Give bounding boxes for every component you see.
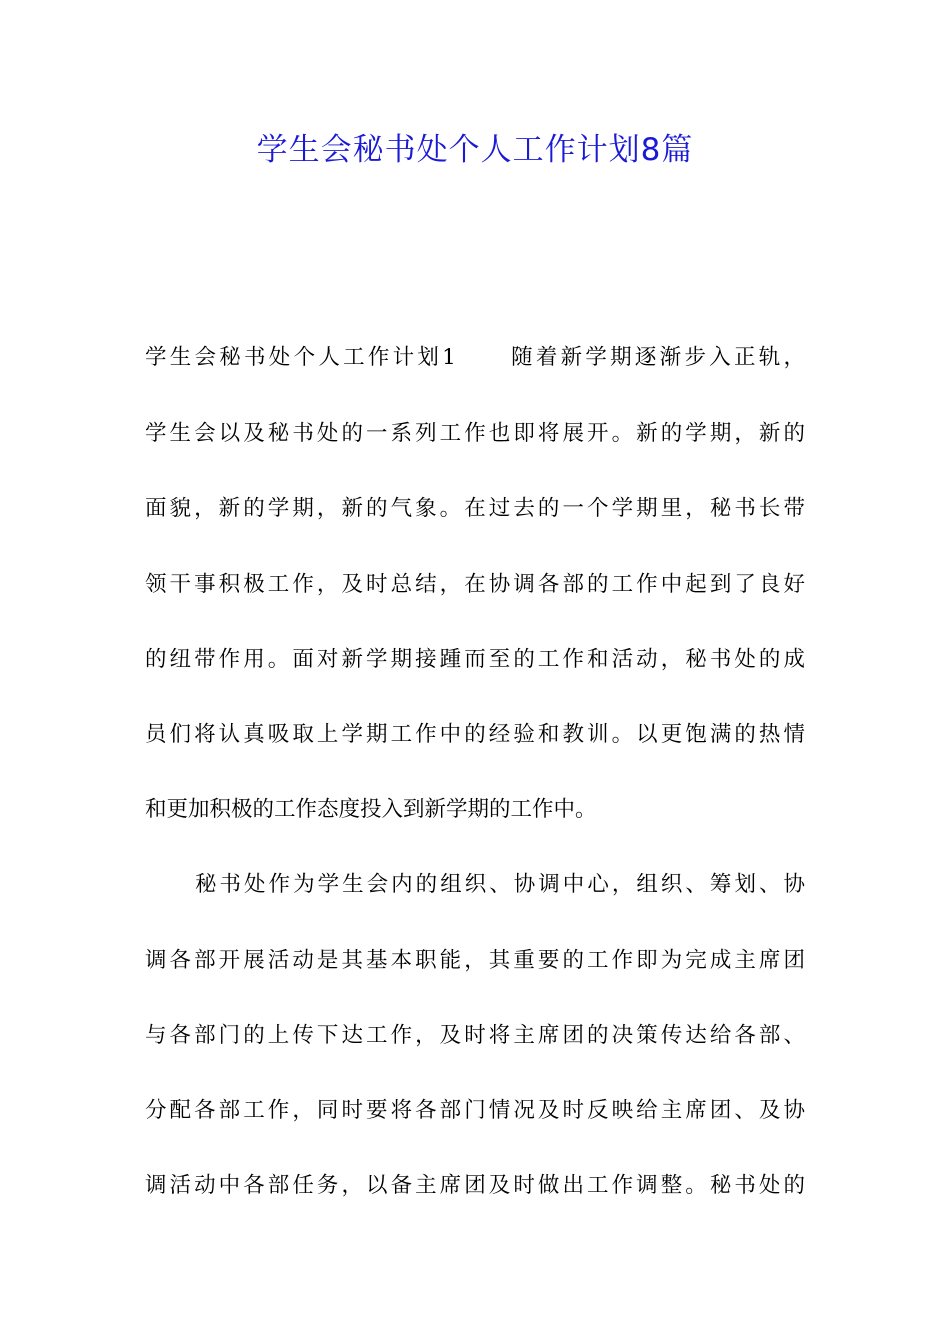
paragraph-line-12: 调活动中各部任务，以备主席团及时做出工作调整。秘书处的	[145, 1173, 805, 1198]
paragraph-line-8: 秘书处作为学生会内的组织、协调中心，组织、筹划、协	[195, 872, 805, 897]
paragraph-line-3: 面貌，新的学期，新的气象。在过去的一个学期里，秘书长带	[145, 496, 805, 521]
paragraph-line-2: 学生会以及秘书处的一系列工作也即将展开。新的学期，新的	[145, 421, 805, 446]
paragraph-line-7: 和更加积极的工作态度投入到新学期的工作中。	[145, 797, 597, 822]
paragraph-line-1	[145, 343, 805, 373]
paragraph-line-5: 的纽带作用。面对新学期接踵而至的工作和活动，秘书处的成	[145, 647, 805, 672]
paragraph-line-4: 领干事积极工作，及时总结，在协调各部的工作中起到了良好	[145, 572, 805, 597]
paragraph-text: 随着新学期逐渐步入正轨，	[507, 345, 805, 370]
paragraph-line-9: 调各部开展活动是其基本职能，其重要的工作即为完成主席团	[145, 948, 805, 973]
document-title: 学生会秘书处个人工作计划8篇	[256, 132, 694, 168]
paragraph-line-6: 员们将认真吸取上学期工作中的经验和教训。以更饱满的热情	[145, 722, 805, 747]
paragraph-line-10: 与各部门的上传下达工作，及时将主席团的决策传达给各部、	[145, 1023, 805, 1048]
paragraph-line-11: 分配各部工作，同时要将各部门情况及时反映给主席团、及协	[145, 1098, 805, 1123]
section-heading: 学生会秘书处个人工作计划1	[145, 345, 456, 370]
